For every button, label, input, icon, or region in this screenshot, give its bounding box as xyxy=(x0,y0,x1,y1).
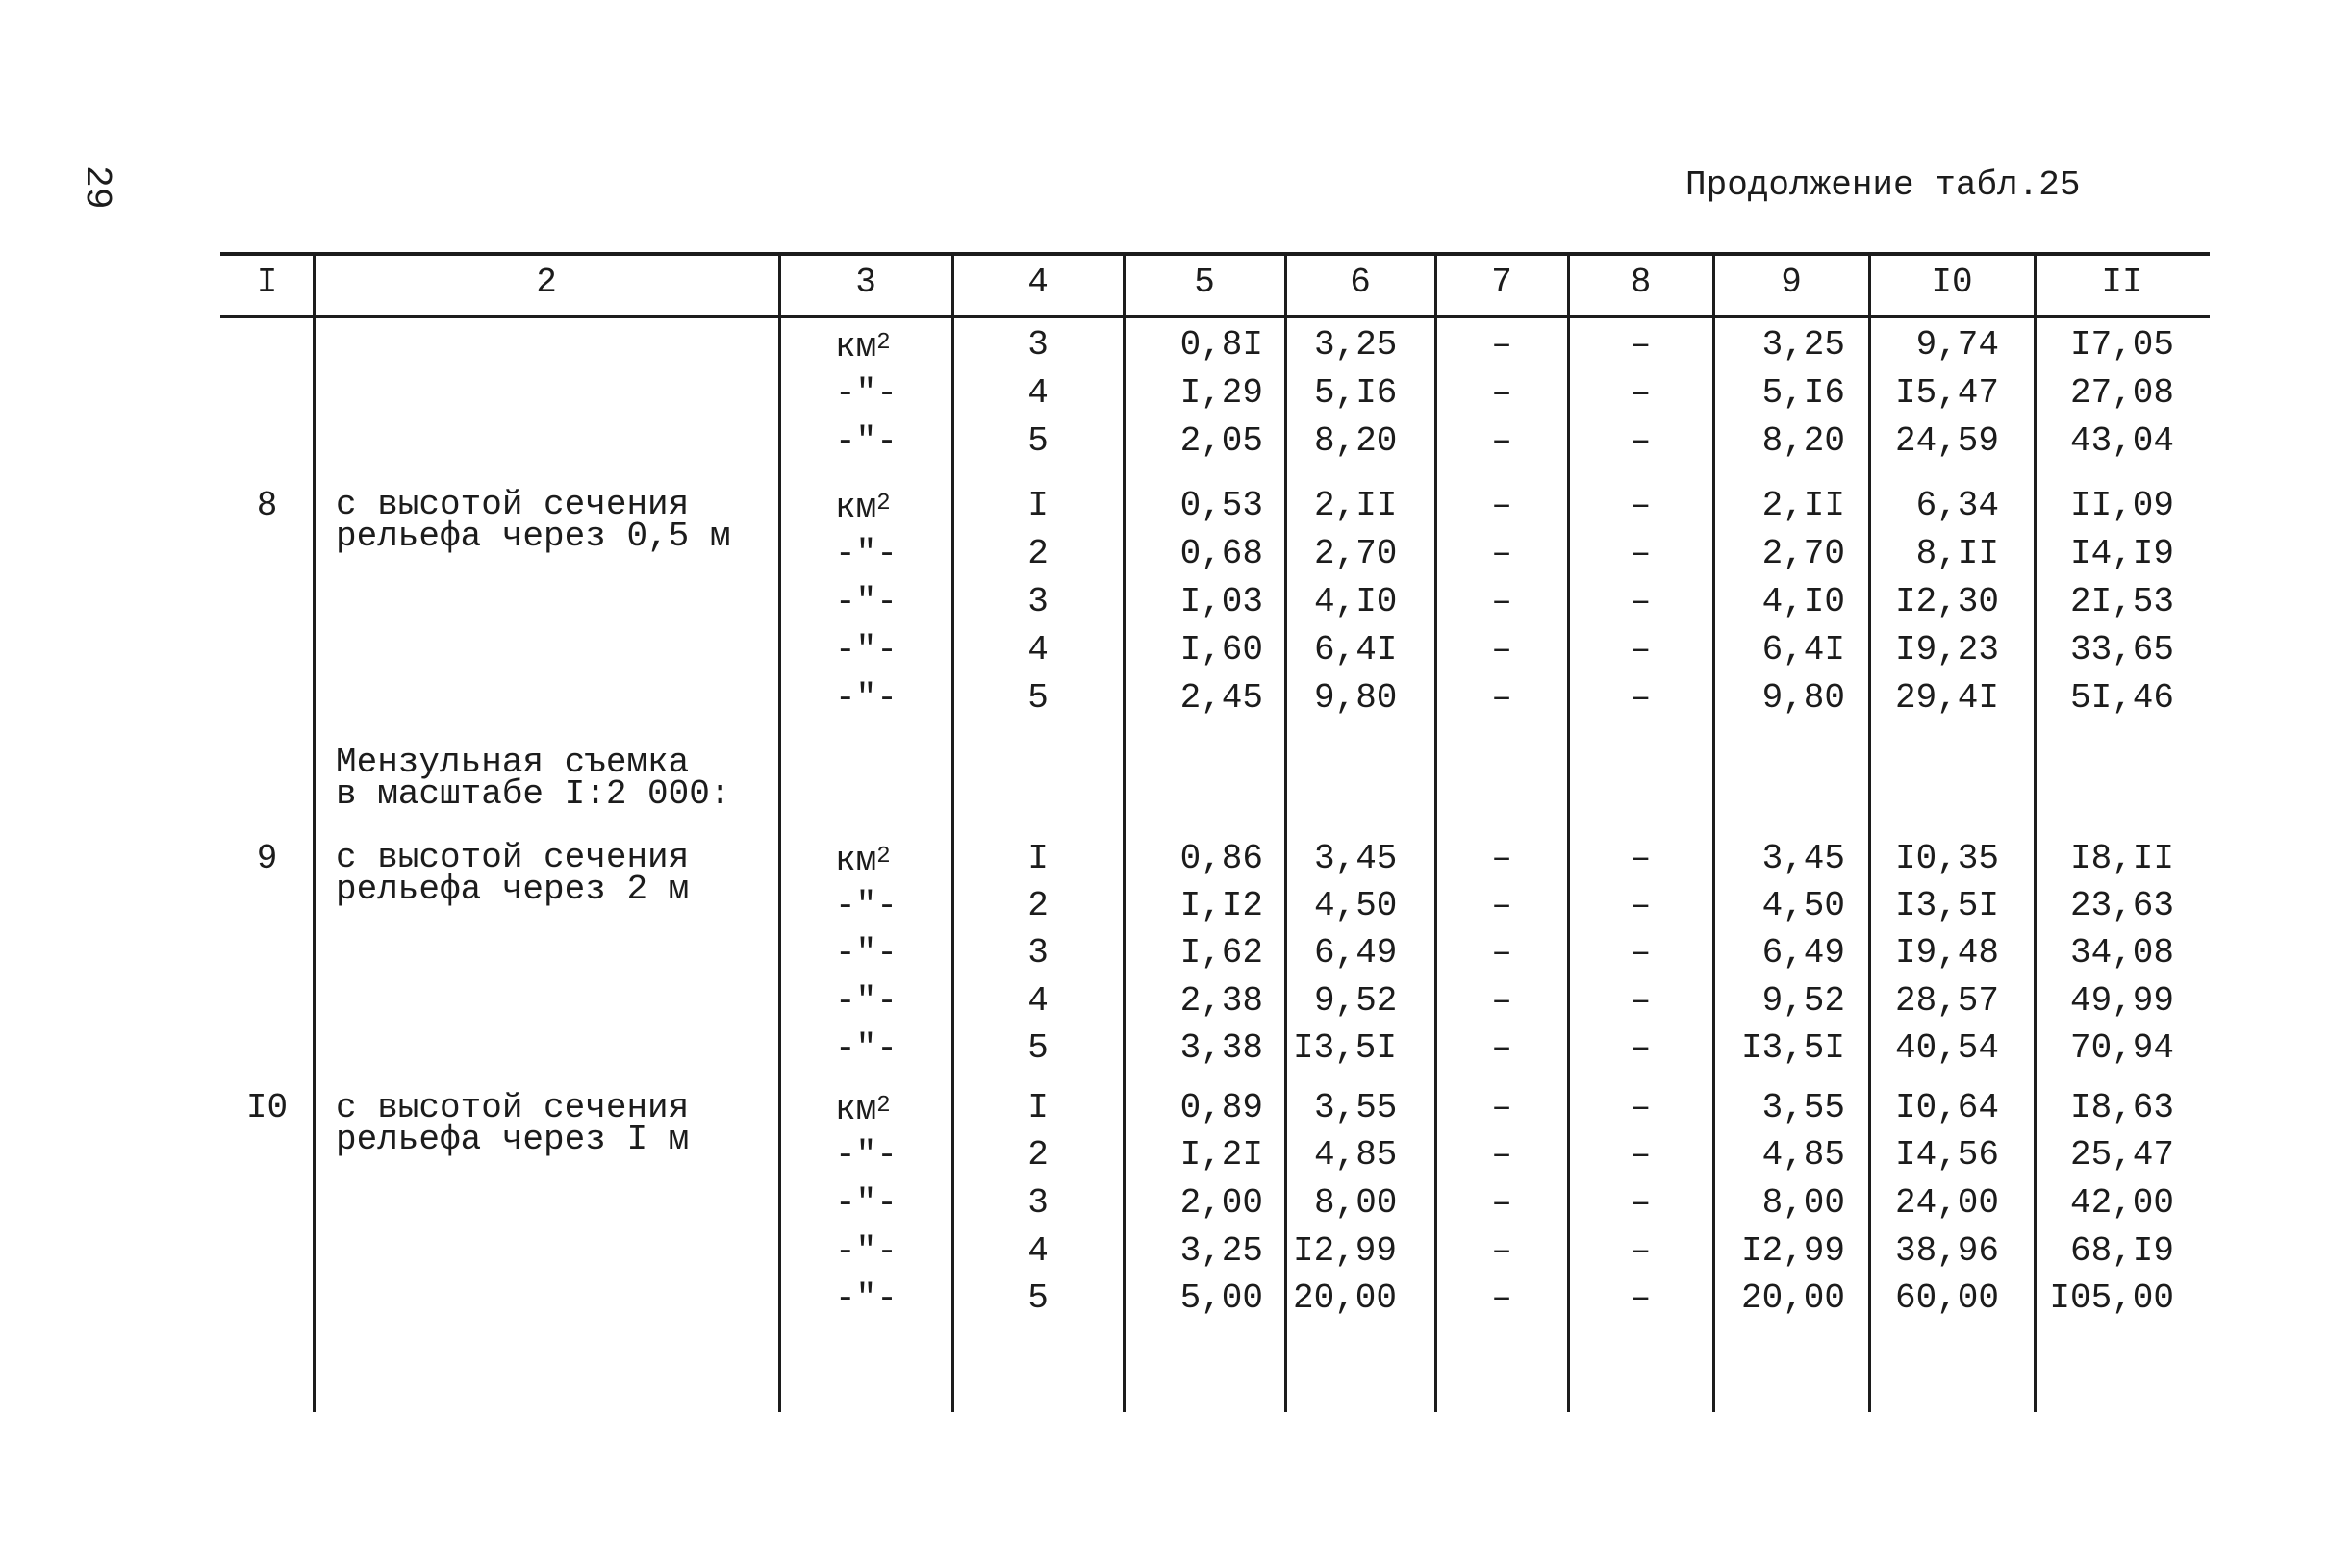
cell-col-11: I8,63 xyxy=(2069,1088,2174,1127)
row-number: 9 xyxy=(256,839,278,878)
cell-col-4: 3 xyxy=(1027,1183,1049,1223)
cell-col-4: 5 xyxy=(1027,421,1049,461)
ditto-mark: -"- xyxy=(835,534,898,573)
cell-col-6: 5,I6 xyxy=(1314,373,1398,413)
cell-col-7-dash: – xyxy=(1491,1183,1512,1223)
description-line: с высотой сечения xyxy=(336,485,690,524)
cell-col-11: I7,05 xyxy=(2069,325,2174,365)
cell-col-6: 8,00 xyxy=(1314,1183,1398,1223)
ditto-mark: -"- xyxy=(835,1278,898,1318)
ditto-mark: -"- xyxy=(835,1028,898,1068)
cell-col-9: 4,I0 xyxy=(1761,582,1845,621)
cell-col-11: 5I,46 xyxy=(2069,678,2174,718)
column-header: I0 xyxy=(1931,263,1973,302)
cell-col-9: 6,4I xyxy=(1761,630,1845,670)
cell-col-6: 9,80 xyxy=(1314,678,1398,718)
cell-col-9: 4,85 xyxy=(1761,1135,1845,1175)
column-header: 2 xyxy=(536,263,557,302)
cell-col-6: 6,4I xyxy=(1314,630,1398,670)
cell-col-6: 3,55 xyxy=(1314,1088,1398,1127)
cell-col-6: 20,00 xyxy=(1293,1278,1398,1318)
cell-col-4: 2 xyxy=(1027,886,1049,925)
cell-col-5: 0,89 xyxy=(1179,1088,1263,1127)
cell-col-7-dash: – xyxy=(1491,1088,1512,1127)
ditto-mark: -"- xyxy=(835,1231,898,1271)
cell-col-9: 9,52 xyxy=(1761,981,1845,1021)
ditto-mark: -"- xyxy=(835,933,898,973)
cell-col-10: I4,56 xyxy=(1894,1135,1999,1175)
cell-col-4: 4 xyxy=(1027,1231,1049,1271)
cell-col-11: 25,47 xyxy=(2069,1135,2174,1175)
cell-col-9: 5,I6 xyxy=(1761,373,1845,413)
cell-col-8-dash: – xyxy=(1630,1135,1652,1175)
cell-col-10: 38,96 xyxy=(1894,1231,1999,1271)
cell-col-9: 6,49 xyxy=(1761,933,1845,973)
cell-col-6: 4,50 xyxy=(1314,886,1398,925)
cell-col-9: 3,55 xyxy=(1761,1088,1845,1127)
cell-col-8-dash: – xyxy=(1630,630,1652,670)
cell-col-6: 2,II xyxy=(1314,486,1398,525)
cell-col-11: 27,08 xyxy=(2069,373,2174,413)
header-top-rule xyxy=(220,252,2210,256)
cell-col-5: 2,05 xyxy=(1179,421,1263,461)
cell-col-11: 43,04 xyxy=(2069,421,2174,461)
cell-col-7-dash: – xyxy=(1491,630,1512,670)
column-header: I xyxy=(256,263,278,302)
cell-col-5: I,03 xyxy=(1179,582,1263,621)
description-line: в масштабе I:2 000: xyxy=(336,774,731,814)
unit-superscript: 2 xyxy=(876,844,891,870)
description-line: рельефа через 0,5 м xyxy=(336,517,731,556)
cell-col-10: 29,4I xyxy=(1894,678,1999,718)
cell-col-5: I,60 xyxy=(1179,630,1263,670)
cell-col-10: I5,47 xyxy=(1894,373,1999,413)
cell-col-9: 2,II xyxy=(1761,486,1845,525)
cell-col-11: 34,08 xyxy=(2069,933,2174,973)
cell-col-11: 23,63 xyxy=(2069,886,2174,925)
ditto-mark: -"- xyxy=(835,981,898,1021)
cell-col-10: I9,23 xyxy=(1894,630,1999,670)
cell-col-7-dash: – xyxy=(1491,678,1512,718)
description-line: рельефа через I м xyxy=(336,1120,690,1159)
column-header: 5 xyxy=(1194,263,1215,302)
description-line: Мензульная съемка xyxy=(336,743,690,782)
cell-col-7-dash: – xyxy=(1491,1278,1512,1318)
cell-col-9: I2,99 xyxy=(1740,1231,1845,1271)
page-number: 29 xyxy=(76,165,117,210)
cell-col-10: 40,54 xyxy=(1894,1028,1999,1068)
cell-col-8-dash: – xyxy=(1630,886,1652,925)
cell-col-7-dash: – xyxy=(1491,582,1512,621)
column-header: II xyxy=(2101,263,2143,302)
cell-col-10: 28,57 xyxy=(1894,981,1999,1021)
cell-col-7-dash: – xyxy=(1491,421,1512,461)
cell-col-8-dash: – xyxy=(1630,421,1652,461)
cell-col-9: 3,25 xyxy=(1761,325,1845,365)
unit-km2 xyxy=(835,328,891,367)
cell-col-9: 20,00 xyxy=(1740,1278,1845,1318)
unit-km2 xyxy=(835,1091,891,1129)
cell-col-6: I3,5I xyxy=(1293,1028,1398,1068)
cell-col-11: 33,65 xyxy=(2069,630,2174,670)
cell-col-4: 5 xyxy=(1027,1028,1049,1068)
cell-col-11: I4,I9 xyxy=(2069,534,2174,573)
cell-col-5: 3,25 xyxy=(1179,1231,1263,1271)
cell-col-8-dash: – xyxy=(1630,582,1652,621)
cell-col-5: 5,00 xyxy=(1179,1278,1263,1318)
description-line: рельефа через 2 м xyxy=(336,870,690,909)
column-divider xyxy=(313,256,316,1412)
ditto-mark: -"- xyxy=(835,582,898,621)
ditto-mark: -"- xyxy=(835,630,898,670)
cell-col-7-dash: – xyxy=(1491,886,1512,925)
unit-text: км xyxy=(835,488,877,527)
column-header: 4 xyxy=(1027,263,1049,302)
ditto-mark: -"- xyxy=(835,373,898,413)
cell-col-6: 8,20 xyxy=(1314,421,1398,461)
row-number: 8 xyxy=(256,486,278,525)
ditto-mark: -"- xyxy=(835,1135,898,1175)
cell-col-7-dash: – xyxy=(1491,1028,1512,1068)
cell-col-6: 6,49 xyxy=(1314,933,1398,973)
unit-superscript: 2 xyxy=(876,491,891,517)
column-header: 3 xyxy=(855,263,876,302)
cell-col-7-dash: – xyxy=(1491,373,1512,413)
cell-col-6: 2,70 xyxy=(1314,534,1398,573)
cell-col-4: I xyxy=(1027,1088,1049,1127)
cell-col-5: 2,00 xyxy=(1179,1183,1263,1223)
unit-text: км xyxy=(835,327,877,367)
cell-col-10: 9,74 xyxy=(1915,325,1999,365)
cell-col-10: 8,II xyxy=(1915,534,1999,573)
cell-col-10: I0,35 xyxy=(1894,839,1999,878)
cell-col-8-dash: – xyxy=(1630,678,1652,718)
ditto-mark: -"- xyxy=(835,886,898,925)
table-continuation-title: Продолжение табл.25 xyxy=(1685,165,2081,205)
unit-km2 xyxy=(835,489,891,527)
cell-col-10: 24,59 xyxy=(1894,421,1999,461)
cell-col-8-dash: – xyxy=(1630,981,1652,1021)
cell-col-5: 0,86 xyxy=(1179,839,1263,878)
cell-col-4: 4 xyxy=(1027,630,1049,670)
cell-col-8-dash: – xyxy=(1630,1088,1652,1127)
description-line: с высотой сечения xyxy=(336,1088,690,1127)
cell-col-4: 2 xyxy=(1027,534,1049,573)
cell-col-5: I,29 xyxy=(1179,373,1263,413)
cell-col-6: 9,52 xyxy=(1314,981,1398,1021)
ditto-mark: -"- xyxy=(835,1183,898,1223)
cell-col-6: I2,99 xyxy=(1293,1231,1398,1271)
cell-col-8-dash: – xyxy=(1630,534,1652,573)
cell-col-10: 60,00 xyxy=(1894,1278,1999,1318)
header-bottom-rule xyxy=(220,315,2210,318)
cell-col-4: 2 xyxy=(1027,1135,1049,1175)
column-divider xyxy=(1284,256,1287,1412)
ditto-mark: -"- xyxy=(835,421,898,461)
cell-col-6: 4,85 xyxy=(1314,1135,1398,1175)
cell-col-7-dash: – xyxy=(1491,486,1512,525)
cell-col-10: 6,34 xyxy=(1915,486,1999,525)
cell-col-6: 3,25 xyxy=(1314,325,1398,365)
unit-text: км xyxy=(835,841,877,880)
cell-col-11: I05,00 xyxy=(2049,1278,2174,1318)
unit-km2 xyxy=(835,842,891,880)
cell-col-5: I,2I xyxy=(1179,1135,1263,1175)
cell-col-7-dash: – xyxy=(1491,933,1512,973)
cell-col-7-dash: – xyxy=(1491,325,1512,365)
description-line: с высотой сечения xyxy=(336,838,690,877)
cell-col-9: 9,80 xyxy=(1761,678,1845,718)
cell-col-9: I3,5I xyxy=(1740,1028,1845,1068)
cell-col-5: I,62 xyxy=(1179,933,1263,973)
cell-col-5: 0,8I xyxy=(1179,325,1263,365)
cell-col-8-dash: – xyxy=(1630,1278,1652,1318)
cell-col-11: 42,00 xyxy=(2069,1183,2174,1223)
column-header: 8 xyxy=(1630,263,1652,302)
cell-col-5: 0,68 xyxy=(1179,534,1263,573)
column-header: 7 xyxy=(1491,263,1512,302)
cell-col-9: 8,20 xyxy=(1761,421,1845,461)
cell-col-4: 5 xyxy=(1027,1278,1049,1318)
cell-col-10: I3,5I xyxy=(1894,886,1999,925)
cell-col-5: 0,53 xyxy=(1179,486,1263,525)
cell-col-9: 8,00 xyxy=(1761,1183,1845,1223)
cell-col-9: 2,70 xyxy=(1761,534,1845,573)
ditto-mark: -"- xyxy=(835,678,898,718)
cell-col-4: 4 xyxy=(1027,981,1049,1021)
cell-col-8-dash: – xyxy=(1630,1183,1652,1223)
cell-col-6: 3,45 xyxy=(1314,839,1398,878)
cell-col-7-dash: – xyxy=(1491,839,1512,878)
unit-superscript: 2 xyxy=(876,1093,891,1119)
cell-col-7-dash: – xyxy=(1491,1135,1512,1175)
unit-superscript: 2 xyxy=(876,330,891,356)
cell-col-8-dash: – xyxy=(1630,486,1652,525)
cell-col-5: 2,38 xyxy=(1179,981,1263,1021)
cell-col-10: I9,48 xyxy=(1894,933,1999,973)
cell-col-8-dash: – xyxy=(1630,373,1652,413)
row-number: I0 xyxy=(245,1088,289,1127)
cell-col-7-dash: – xyxy=(1491,1231,1512,1271)
cell-col-11: 70,94 xyxy=(2069,1028,2174,1068)
unit-text: км xyxy=(835,1090,877,1129)
cell-col-4: 3 xyxy=(1027,325,1049,365)
cell-col-8-dash: – xyxy=(1630,933,1652,973)
column-header: 9 xyxy=(1781,263,1802,302)
cell-col-4: 3 xyxy=(1027,582,1049,621)
cell-col-7-dash: – xyxy=(1491,534,1512,573)
cell-col-4: 3 xyxy=(1027,933,1049,973)
cell-col-4: 4 xyxy=(1027,373,1049,413)
cell-col-8-dash: – xyxy=(1630,839,1652,878)
cell-col-11: I8,II xyxy=(2069,839,2174,878)
cell-col-4: 5 xyxy=(1027,678,1049,718)
cell-col-10: I0,64 xyxy=(1894,1088,1999,1127)
cell-col-11: 68,I9 xyxy=(2069,1231,2174,1271)
column-divider xyxy=(778,256,781,1412)
cell-col-5: 2,45 xyxy=(1179,678,1263,718)
cell-col-5: 3,38 xyxy=(1179,1028,1263,1068)
cell-col-11: 2I,53 xyxy=(2069,582,2174,621)
cell-col-10: I2,30 xyxy=(1894,582,1999,621)
cell-col-11: II,09 xyxy=(2069,486,2174,525)
cell-col-8-dash: – xyxy=(1630,1028,1652,1068)
cell-col-6: 4,I0 xyxy=(1314,582,1398,621)
cell-col-10: 24,00 xyxy=(1894,1183,1999,1223)
cell-col-7-dash: – xyxy=(1491,981,1512,1021)
cell-col-9: 3,45 xyxy=(1761,839,1845,878)
cell-col-11: 49,99 xyxy=(2069,981,2174,1021)
cell-col-4: I xyxy=(1027,486,1049,525)
column-header: 6 xyxy=(1350,263,1371,302)
cell-col-8-dash: – xyxy=(1630,1231,1652,1271)
cell-col-9: 4,50 xyxy=(1761,886,1845,925)
cell-col-4: I xyxy=(1027,839,1049,878)
cell-col-5: I,I2 xyxy=(1179,886,1263,925)
cell-col-8-dash: – xyxy=(1630,325,1652,365)
